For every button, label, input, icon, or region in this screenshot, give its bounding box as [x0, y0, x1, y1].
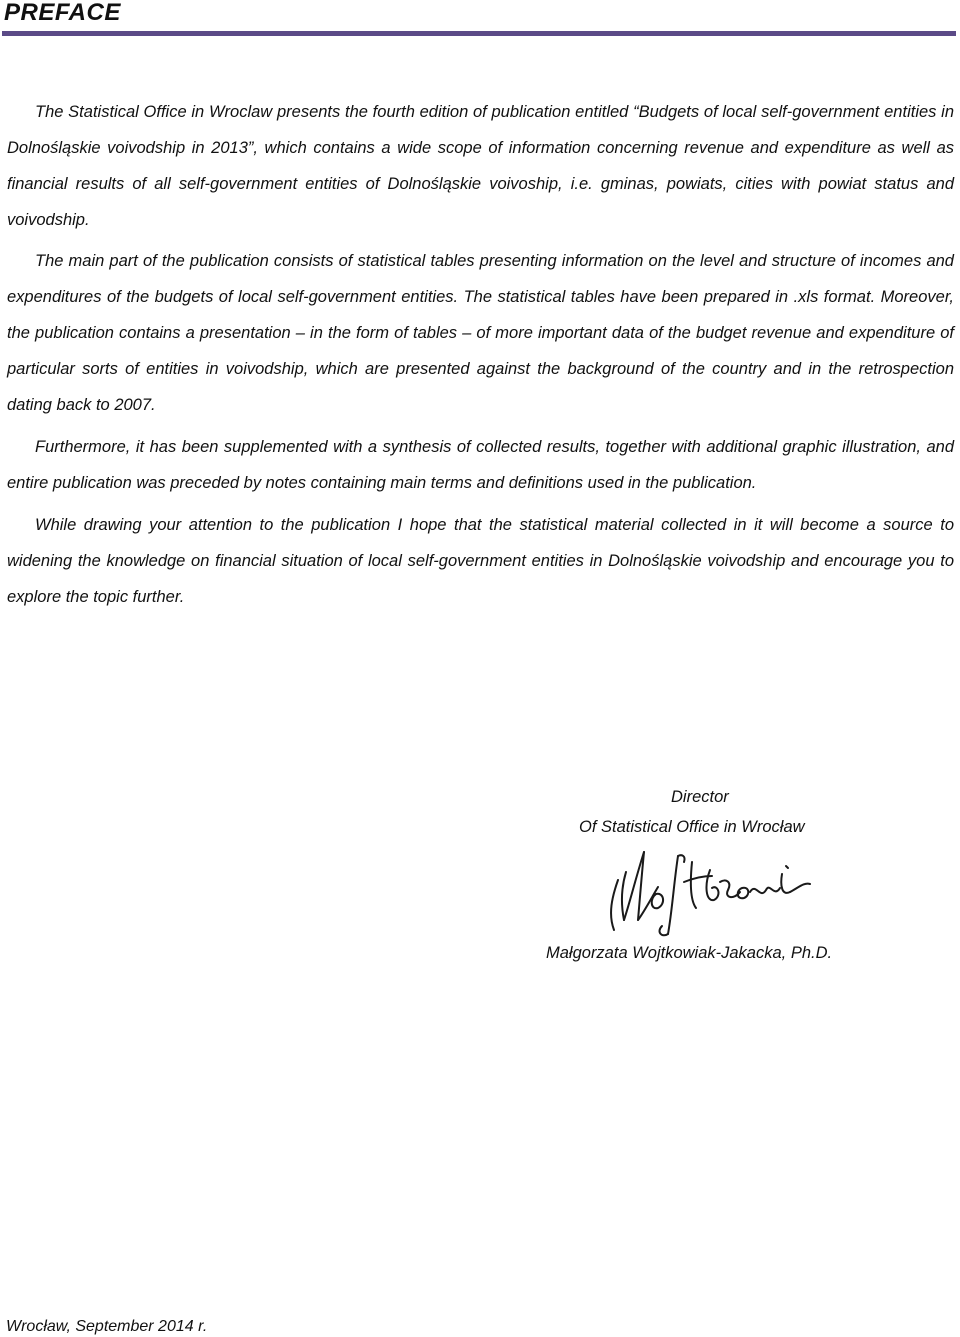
preface-paragraph-3: Furthermore, it has been supplemented with a synthesis of collected results, together with additional graphic illustration, and entire publication was preceded by notes containing main terms and definitions used in the publication.: [7, 438, 954, 492]
page-title: PREFACE: [4, 0, 121, 26]
signatory-office: Of Statistical Office in Wrocław: [579, 818, 805, 836]
title-divider: [2, 31, 956, 36]
preface-paragraph-4: While drawing your attention to the publication I hope that the statistical material collected in it will become a source to widening the knowledge on financial situation of local self-government entities in Dolnośląskie voivodship and encourage you to explore the topic further.: [7, 516, 954, 606]
signatory-role: Director: [671, 788, 729, 806]
preface-paragraph-2: The main part of the publication consists of statistical tables presenting information on the level and structure of incomes and expenditures of the budgets of local self-government entities. The statistical tables have been prepared in .xls format. Moreover, the publication contains a presentation – in the form of tables – of more important data of the budget revenue and expenditure of particular sorts of entities in voivodship, which are presented against the background of the country and in the retrospection dating back to 2007.: [7, 252, 954, 414]
place-and-date: Wrocław, September 2014 r.: [6, 1318, 208, 1335]
preface-paragraph-1: The Statistical Office in Wroclaw presents the fourth edition of publication entitled “Budgets of local self-government entities in Dolnośląskie voivodship in 2013”, which contains a wide scope of information concerning revenue and expenditure as well as financial results of all self-government entities of Dolnośląskie voivoship, i.e. gminas, powiats, cities with powiat status and voivodship.: [7, 103, 954, 229]
handwritten-signature-icon: [600, 842, 830, 942]
signatory-name: Małgorzata Wojtkowiak-Jakacka, Ph.D.: [546, 944, 833, 962]
